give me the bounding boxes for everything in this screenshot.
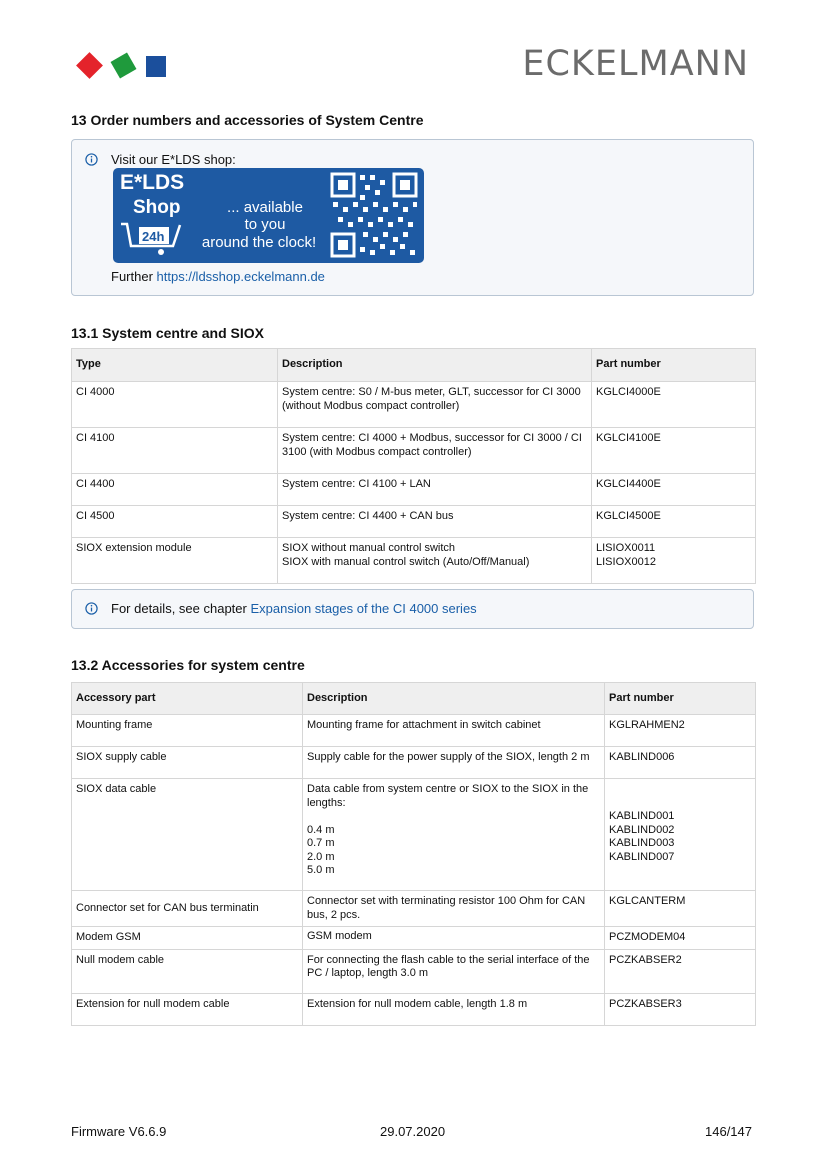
eckelmann-logo: [76, 50, 168, 82]
accessory-part-cell: Modem GSM: [72, 927, 303, 950]
description-cell-line: Connector set with terminating resistor 100 Ohm for CAN: [307, 895, 586, 907]
table-row: [72, 538, 756, 584]
part-number-cell-line: PCZKABSER2: [609, 953, 682, 966]
part-number-cell-line: KGLCI4100E: [596, 432, 661, 444]
column-header-part-number: Part number: [605, 683, 756, 715]
shop-note-text: Visit our E*LDS shop:: [111, 152, 236, 167]
part-number-cell-line: KABLIND003: [609, 837, 675, 849]
details-note-text: [111, 601, 477, 616]
table-row: [72, 747, 756, 779]
part-number-cell-line: LISIOX0012: [596, 555, 656, 568]
part-number-cell-line: KABLIND001: [609, 810, 675, 822]
footer-firmware: Firmware V6.6.9: [71, 1124, 167, 1139]
table-row: [72, 382, 756, 428]
accessories-table: [71, 682, 756, 1026]
part-number-cell-line: KGLCI4400E: [596, 478, 661, 490]
type-cell: CI 4400: [72, 474, 278, 506]
description-cell-line: lengths:: [307, 796, 346, 809]
part-number-cell: [592, 428, 756, 474]
part-number-cell-line: KGLRAHMEN2: [609, 719, 685, 731]
column-header-description: Description: [278, 349, 592, 382]
description-cell-line: 3100 (with Modbus compact controller): [282, 445, 472, 458]
accessory-part-cell: Null modem cable: [72, 949, 303, 993]
expansion-stages-link[interactable]: Expansion stages of the CI 4000 series: [250, 601, 477, 616]
column-header-type: Type: [72, 349, 278, 382]
part-number-cell-line: KGLCI4000E: [596, 386, 661, 398]
part-number-cell-line: KABLIND006: [609, 751, 675, 763]
part-number-cell-line: [609, 797, 751, 811]
footer-page-number: 146/147: [705, 1124, 752, 1139]
table-row: [72, 993, 756, 1025]
banner-title-line1: E*LDS: [120, 171, 185, 194]
part-number-cell: [605, 715, 756, 747]
description-cell-line: Supply cable for the power supply of the SIOX, length 2 m: [307, 751, 590, 763]
description-cell-line: SIOX without manual control switch: [282, 542, 456, 554]
description-cell-line: 0.4 m: [307, 823, 335, 836]
brand-wordmark: ECKELMANN: [522, 44, 749, 84]
description-cell-line: Data cable from system centre or SIOX to the SIOX in the: [307, 783, 589, 795]
part-number-cell: [605, 779, 756, 891]
description-cell: [278, 382, 592, 428]
description-cell-line: For connecting the flash cable to the serial interface of the: [307, 953, 590, 966]
part-number-cell-line: LISIOX0011: [596, 542, 656, 554]
description-cell: [303, 715, 605, 747]
type-cell: CI 4000: [72, 382, 278, 428]
table-row: [72, 506, 756, 538]
description-cell: [303, 993, 605, 1025]
system-centre-table-body: [72, 382, 756, 584]
part-number-cell-line: KABLIND002: [609, 823, 675, 836]
part-number-cell: [605, 747, 756, 779]
part-number-cell: [592, 474, 756, 506]
description-cell: [278, 428, 592, 474]
description-cell-line: Extension for null modem cable, length 1.8 m: [307, 997, 528, 1010]
part-number-cell: [605, 927, 756, 950]
table-row: [72, 715, 756, 747]
part-number-cell: [592, 538, 756, 584]
table-row: [72, 779, 756, 891]
description-cell-line: [307, 810, 600, 824]
description-cell-line: (without Modbus compact controller): [282, 399, 460, 412]
description-cell-line: PC / laptop, length 3.0 m: [307, 967, 429, 979]
section-title-accessories: 13.2 Accessories for system centre: [71, 657, 305, 673]
description-cell-line: SIOX with manual control switch (Auto/Off/Manual): [282, 555, 530, 568]
part-number-cell: [605, 949, 756, 993]
column-header-part-number: Part number: [592, 349, 756, 382]
column-header-description: Description: [303, 683, 605, 715]
part-number-cell: [592, 506, 756, 538]
table-row: [72, 474, 756, 506]
description-cell: [303, 891, 605, 927]
description-cell-line: System centre: CI 4400 + CAN bus: [282, 510, 454, 522]
details-note: [71, 589, 754, 629]
description-cell-line: Mounting frame for attachment in switch cabinet: [307, 719, 541, 731]
system-centre-table: [71, 348, 756, 584]
description-cell: [303, 779, 605, 891]
description-cell: [303, 949, 605, 993]
banner-badge: 24h: [142, 229, 165, 244]
accessory-part-cell: Mounting frame: [72, 715, 303, 747]
description-cell: [278, 538, 592, 584]
description-cell-line: 2.0 m: [307, 850, 335, 863]
qr-code: [330, 172, 420, 259]
type-cell: SIOX extension module: [72, 538, 278, 584]
description-cell-line: 5.0 m: [307, 864, 335, 876]
banner-tagline-line3: around the clock!: [201, 234, 317, 251]
part-number-cell-line: KGLCANTERM: [609, 895, 686, 907]
type-cell: CI 4100: [72, 428, 278, 474]
part-number-cell: [605, 891, 756, 927]
table-row: [72, 428, 756, 474]
description-cell-line: System centre: CI 4000 + Modbus, successor for CI 3000 / CI: [282, 432, 582, 444]
banner-tagline-line1: ... available: [227, 199, 303, 216]
description-cell: [278, 506, 592, 538]
description-cell: [278, 474, 592, 506]
part-number-cell-line: KGLCI4500E: [596, 510, 661, 522]
info-icon: [85, 602, 98, 615]
description-cell-line: System centre: S0 / M-bus meter, GLT, successor for CI 3000: [282, 386, 581, 398]
part-number-cell-line: PCZMODEM04: [609, 931, 686, 943]
section-title-system-centre: 13.1 System centre and SIOX: [71, 325, 264, 341]
description-cell: [303, 927, 605, 950]
description-cell-line: bus, 2 pcs.: [307, 908, 361, 921]
accessory-part-cell: SIOX supply cable: [72, 747, 303, 779]
footer-date: 29.07.2020: [380, 1124, 446, 1139]
accessory-part-cell: Extension for null modem cable: [72, 993, 303, 1025]
part-number-cell-line: [609, 783, 751, 797]
banner-title-line2: Shop: [133, 197, 181, 218]
further-line: [111, 269, 325, 284]
shop-link[interactable]: https://ldsshop.eckelmann.de: [156, 269, 325, 284]
shop-banner: [113, 168, 424, 263]
part-number-cell-line: PCZKABSER3: [609, 997, 682, 1010]
accessories-table-body: [72, 715, 756, 1026]
part-number-cell-line: KABLIND007: [609, 850, 675, 863]
accessory-part-cell: SIOX data cable: [72, 779, 303, 891]
table-row: [72, 891, 756, 927]
accessory-part-cell: Connector set for CAN bus terminatin: [72, 891, 303, 927]
table-header-row: [72, 683, 756, 715]
table-row: [72, 949, 756, 993]
table-row: [72, 927, 756, 950]
further-label: Further: [111, 269, 153, 284]
part-number-cell: [592, 382, 756, 428]
table-header-row: [72, 349, 756, 382]
column-header-accessory-part: Accessory part: [72, 683, 303, 715]
description-cell: [303, 747, 605, 779]
description-cell-line: 0.7 m: [307, 837, 335, 849]
part-number-cell: [605, 993, 756, 1025]
chapter-title: 13 Order numbers and accessories of System Centre: [71, 112, 424, 128]
banner-tagline-line2: to you: [244, 216, 286, 233]
info-icon: [85, 153, 98, 166]
description-cell-line: System centre: CI 4100 + LAN: [282, 478, 431, 490]
details-note-label: For details, see chapter: [111, 601, 247, 616]
description-cell-line: GSM modem: [307, 930, 372, 942]
type-cell: CI 4500: [72, 506, 278, 538]
